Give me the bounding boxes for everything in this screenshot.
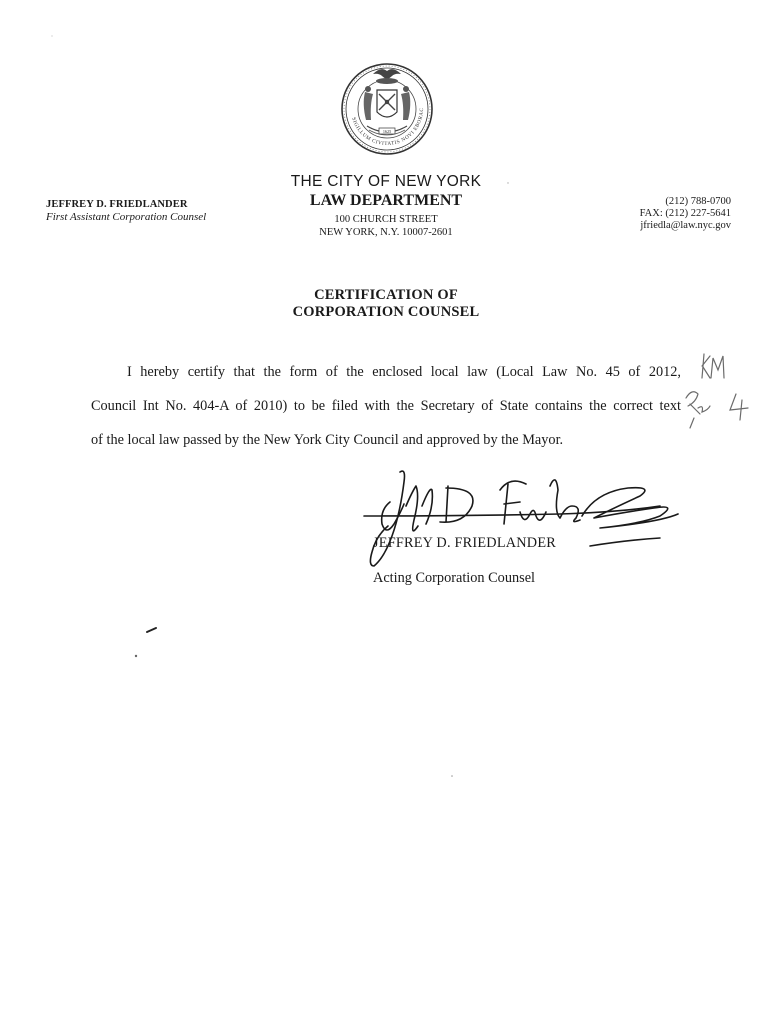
certificate-title-line-2: CORPORATION COUNSEL	[292, 304, 480, 320]
svg-text:1625: 1625	[382, 129, 392, 134]
svg-text:SIGILLUM CIVITATIS NOVI EBORAC: SIGILLUM CIVITATIS NOVI EBORAC	[350, 107, 426, 148]
fax-number: FAX: (212) 227-5641	[639, 208, 731, 219]
email-address: jfriedla@law.nyc.gov	[640, 220, 731, 231]
city-name: THE CITY OF NEW YORK	[290, 173, 482, 190]
city-seal-icon	[337, 54, 437, 158]
department-name: LAW DEPARTMENT	[309, 192, 463, 209]
body-line-3: of the local law passed by the New York City Council and approved by the Mayor.	[91, 432, 564, 448]
phone-number: (212) 788-0700	[665, 196, 731, 207]
certificate-body	[91, 355, 681, 457]
signer-name: JEFFREY D. FRIEDLANDER	[373, 535, 556, 551]
contact-block	[600, 196, 731, 232]
sender-name: JEFFREY D. FRIEDLANDER	[46, 199, 188, 210]
address-line-2: NEW YORK, N.Y. 10007-2601	[319, 227, 453, 238]
signer-title: Acting Corporation Counsel	[373, 570, 536, 586]
letterhead	[270, 173, 502, 239]
certificate-title-line-1: CERTIFICATION OF	[314, 287, 458, 303]
signature-scrawl-icon	[360, 466, 690, 570]
body-line-2: Council Int No. 404-A of 2010) to be filed with the Secretary of State contains the correct text	[91, 398, 681, 414]
handwritten-initials-icon	[680, 348, 770, 438]
sender-block	[46, 199, 266, 223]
sender-title: First Assistant Corporation Counsel	[46, 211, 207, 223]
body-line-1: I hereby certify that the form of the enclosed local law (Local Law No. 45 of 2012,	[127, 364, 681, 380]
certificate-title	[250, 287, 522, 321]
address-line-1: 100 CHURCH STREET	[334, 214, 438, 225]
